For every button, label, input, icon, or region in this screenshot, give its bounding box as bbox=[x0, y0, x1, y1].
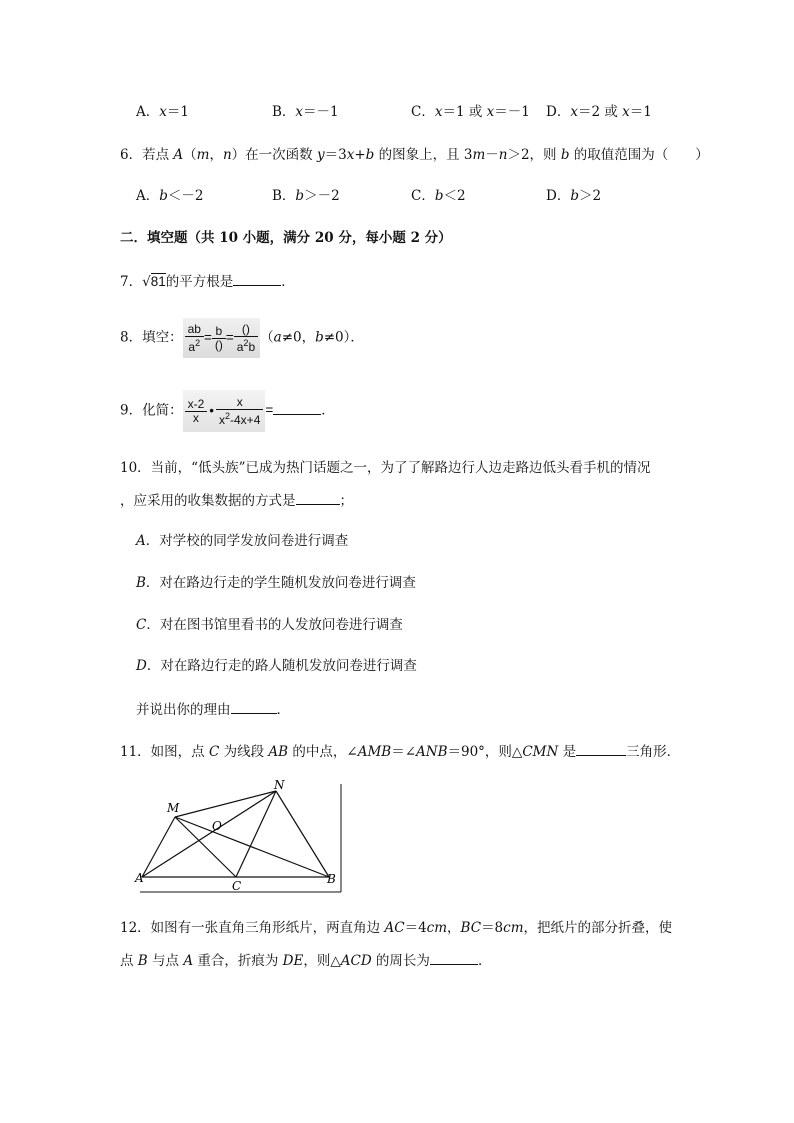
answer-blank bbox=[273, 400, 321, 415]
answer-blank bbox=[576, 741, 626, 756]
q5-option-b: B．x＝－1 bbox=[272, 104, 339, 120]
q10-option-b: B．对在路边行走的学生随机发放问卷进行调查 bbox=[136, 575, 416, 591]
question-10-line-2: ，应采用的收集数据的方式是 ； bbox=[120, 490, 353, 510]
q6-option-c: C．b＜2 bbox=[411, 188, 466, 204]
fraction-expression: $\frac{ab}{a^2}$ = $\frac{b}{()}$ = $\frac{()}{a^2b}$ bbox=[183, 318, 261, 358]
section-heading: 二．填空题（共 10 小题，满分 20 分，每小题 2 分） bbox=[120, 230, 452, 246]
q10-option-d: D．对在路边行走的路人随机发放问卷进行调查 bbox=[136, 658, 417, 674]
fraction-3: $\frac{()}{a^2b}$ bbox=[234, 323, 258, 354]
q5-option-a: A．x＝1 bbox=[136, 104, 189, 120]
label-C: C bbox=[232, 879, 242, 893]
segment-AM bbox=[142, 817, 175, 877]
q6-option-d: D．b＞2 bbox=[546, 188, 602, 204]
fraction-2: $\frac{b}{()}$ bbox=[212, 325, 226, 352]
q6-option-a: A．b＜－2 bbox=[136, 188, 204, 204]
segment-NB bbox=[276, 791, 329, 877]
fraction-1: $\frac{ab}{a^2}$ bbox=[185, 323, 204, 354]
question-9: 9．化简： $\frac{x-2}{x}$ • $\frac{x}{x^2-4x+4}$ = ． bbox=[120, 390, 335, 432]
q10-reason: 并说出你的理由 ． bbox=[136, 699, 290, 719]
question-12-line-2: 点 B 与点 A 重合，折痕为 DE，则△ACD 的周长为 ． bbox=[120, 950, 491, 970]
answer-blank bbox=[430, 950, 478, 965]
question-7: 7．√81的平方根是 ． bbox=[120, 271, 295, 291]
label-O: O bbox=[212, 819, 222, 833]
fraction-1: $\frac{x-2}{x}$ bbox=[185, 398, 208, 425]
q5-option-d: D．x＝2 或 x＝1 bbox=[546, 104, 652, 120]
segment-MB bbox=[175, 817, 329, 877]
question-10-line-1: 10．当前，“低头族”已成为热门话题之一，为了了解路边行人边走路边低头看手机的情况 bbox=[120, 460, 651, 476]
question-11: 11．如图，点 C 为线段 AB 的中点，∠AMB＝∠ANB＝90°，则△CMN 是 三角形． bbox=[120, 741, 680, 761]
label-N: N bbox=[274, 780, 285, 792]
q10-option-a: A．对学校的同学发放问卷进行调查 bbox=[136, 533, 349, 549]
question-8: 8．填空： $\frac{ab}{a^2}$ = $\frac{b}{()}$ = $\frac{()}{a^2b}$ （a≠0，b≠0）． bbox=[120, 318, 364, 358]
label-M: M bbox=[167, 801, 180, 815]
label-A: A bbox=[135, 871, 144, 885]
fraction-2: $\frac{x}{x^2-4x+4}$ bbox=[216, 396, 263, 427]
question-12-line-1: 12．如图有一张直角三角形纸片，两直角边 AC＝4cm，BC＝8cm，把纸片的部分折叠，使 bbox=[120, 920, 673, 936]
fraction-expression: $\frac{x-2}{x}$ • $\frac{x}{x^2-4x+4}$ bbox=[183, 390, 266, 432]
q5-option-c: C．x＝1 或 x＝－1 bbox=[411, 104, 530, 120]
answer-blank bbox=[231, 699, 277, 714]
label-B: B bbox=[327, 872, 336, 886]
segment-MN bbox=[175, 791, 276, 817]
q10-option-c: C．对在图书馆里看书的人发放问卷进行调查 bbox=[136, 617, 403, 633]
radical-sign: √ bbox=[142, 274, 151, 290]
geometry-figure bbox=[134, 780, 348, 896]
segment-MC bbox=[175, 817, 236, 877]
q6-option-b: B．b＞－2 bbox=[272, 188, 340, 204]
answer-blank bbox=[233, 271, 281, 286]
answer-blank bbox=[296, 490, 340, 505]
question-6: 6．若点 A（m，n）在一次函数 y＝3x+b 的图象上，且 3m－n＞2，则 b 的取值范围为（ ） bbox=[120, 147, 709, 163]
